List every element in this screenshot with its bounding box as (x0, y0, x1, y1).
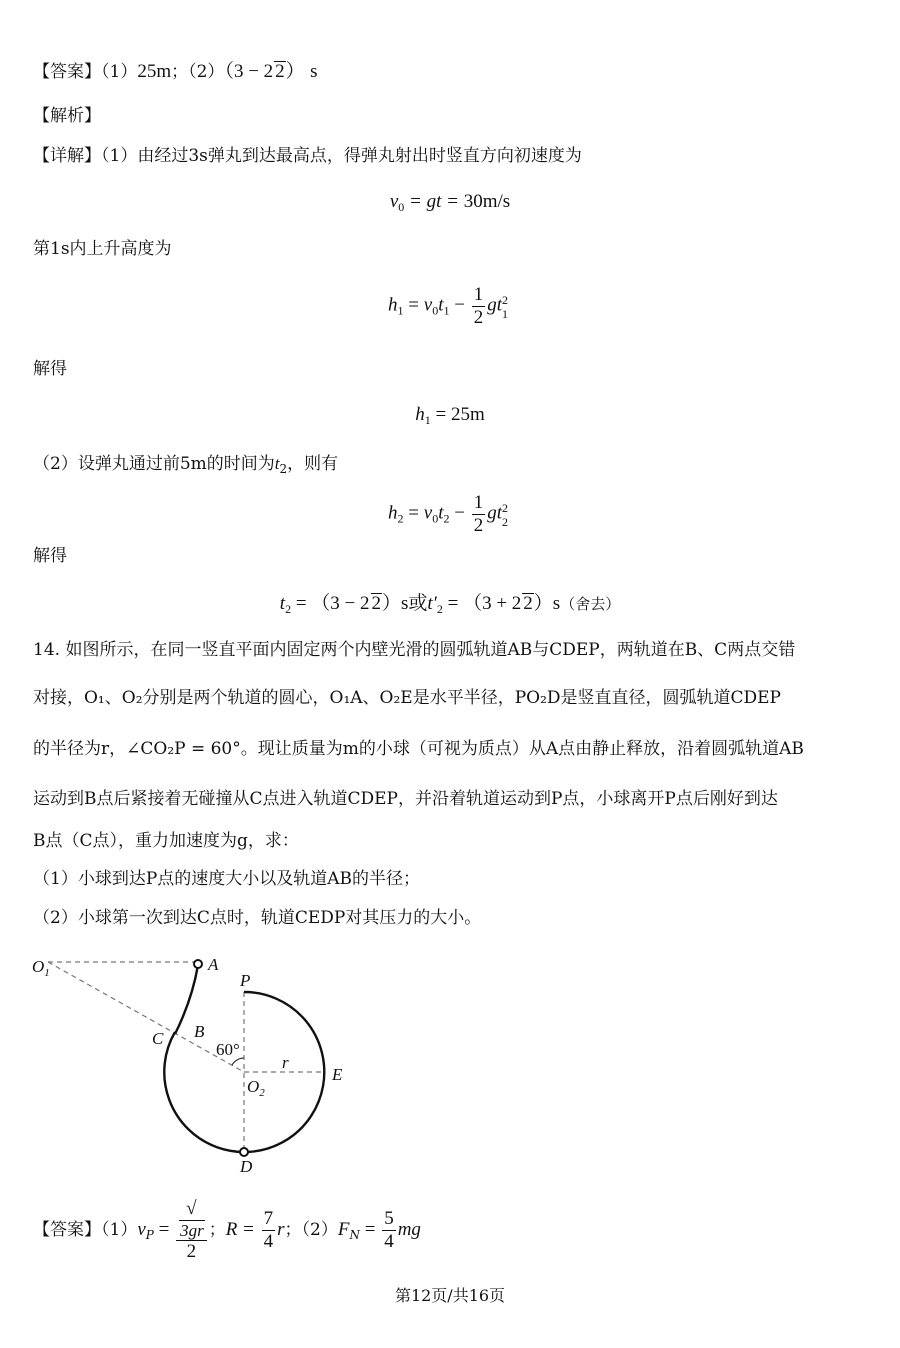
answer-tag: 【答案】 (33, 62, 101, 82)
eq-equals: = (403, 294, 424, 316)
eq-symbol: t (274, 454, 280, 473)
label-c: C (152, 1029, 164, 1048)
eq-equals: = (403, 502, 424, 524)
eq-middle: = gt = (404, 191, 464, 212)
eq-symbol: t (438, 502, 444, 524)
eq-superscript: 2 (501, 501, 508, 516)
question-14-line-6: （1）小球到达P点的速度大小以及轨道AB的半径； (33, 869, 421, 889)
ball-a (194, 960, 202, 968)
radius-o1-c-o2 (48, 962, 244, 1072)
eq-symbol: gt (487, 502, 502, 524)
eq-expr: （3 − 2 (311, 593, 370, 614)
eq-equals: = (359, 1219, 381, 1241)
eq-symbol: h (415, 404, 425, 425)
answer-line-13 (33, 61, 317, 81)
eq-equals: = (430, 404, 451, 425)
page-footer: 第12页/共16页 (394, 1286, 506, 1305)
detail-line (33, 148, 582, 165)
eq-subscript: 2 (501, 515, 508, 530)
label-d: D (240, 1157, 253, 1176)
separator: ；（2） (171, 62, 225, 82)
eq-subscript: 1 (501, 307, 508, 322)
sqrt-radicand: 2 (371, 593, 381, 614)
detail-tag: 【详解】 (33, 146, 101, 166)
label-a: A (208, 955, 219, 974)
separator: ；（2） (284, 1220, 338, 1241)
eq-equals: = (153, 1219, 175, 1241)
eq-symbol: v (389, 191, 399, 212)
detail-text: （1）由经过3s弹丸到达最高点，得弹丸射出时竖直方向初速度为 (101, 146, 582, 166)
eq-subscript: 0 (398, 200, 405, 214)
first-second-line: 第1s内上升高度为 (33, 239, 172, 259)
eq-superscript: 2 (501, 293, 508, 308)
eq-expr: ）s (533, 593, 561, 614)
sqrt-radicand: 2 (275, 61, 285, 82)
eq-symbol: gt (487, 294, 502, 316)
part-label: （1） (101, 62, 138, 82)
sqrt-radicand: 3gr (180, 1220, 204, 1240)
eq-subscript: 2 (397, 511, 404, 526)
eq-subscript: 1 (443, 303, 450, 318)
answer-unit: s (310, 61, 318, 82)
solve-label-2: 解得 (33, 546, 67, 566)
question-14-line-7: （2）小球第一次到达C点时，轨道CEDP对其压力的大小。 (33, 908, 482, 928)
equation-h2 (0, 492, 900, 537)
fraction-denominator: 2 (473, 514, 484, 536)
eq-symbol: t (279, 593, 286, 614)
fraction-denominator: 4 (263, 1231, 274, 1253)
label-o1: $O_1$ (32, 957, 50, 979)
eq-value: 30m/s (463, 191, 511, 212)
fraction-numerator: 1 (473, 492, 484, 513)
track-diagram (30, 952, 360, 1177)
eq-subscript: 2 (443, 511, 450, 526)
question-14-line-1: 14. 如图所示，在同一竖直平面内固定两个内壁光滑的圆弧轨道AB与CDEP，两轨道在B、C两点交错 (33, 640, 796, 660)
eq-symbol: t (438, 294, 444, 316)
fraction-denominator: 4 (384, 1231, 394, 1253)
part2-line (33, 455, 338, 475)
fraction-numerator: 1 (473, 284, 484, 305)
angle-arc (232, 1058, 244, 1065)
label-e: E (332, 1065, 343, 1084)
fraction-r (262, 1208, 276, 1253)
label-o2: $O_2$ (247, 1077, 265, 1099)
part2-text: （2）设弹丸通过前5m的时间为 (33, 454, 275, 474)
eq-subscript: 0 (432, 511, 439, 526)
fraction-denominator: 2 (473, 306, 484, 328)
fraction-numerator: 7 (263, 1208, 274, 1230)
fraction-half (472, 492, 486, 537)
question-14-line-5: B点（C点），重力加速度为g，求： (33, 831, 299, 851)
fraction-fn (382, 1208, 396, 1253)
label-angle: 60° (216, 1040, 240, 1059)
answer-tag: 【答案】 (33, 1220, 101, 1241)
equation-h1-result (0, 405, 900, 426)
question-14-line-4: 运动到B点后紧接着无碰撞从C点进入轨道CDEP，并沿着轨道运动到P点，小球离开P点后刚好到达 (33, 789, 778, 809)
equation-t2 (0, 593, 900, 615)
question-14-line-3: 的半径为r，∠CO₂P = 60°。现让质量为m的小球（可视为质点）从A点由静止释放，沿着圆弧轨道AB (33, 739, 804, 759)
eq-subscript: 2 (285, 602, 292, 616)
answer-expr-open: （3 − 2 (224, 61, 274, 82)
eq-equals: = (291, 593, 312, 614)
eq-symbol: F (337, 1219, 350, 1241)
answer-expr-close: ） (285, 61, 305, 82)
eq-symbol: v (137, 1219, 146, 1241)
separator: ； (208, 1220, 226, 1241)
part-label: （1） (101, 1220, 138, 1241)
eq-subscript: 1 (397, 303, 404, 318)
eq-minus: − (449, 502, 470, 524)
eq-subscript: 1 (424, 413, 431, 427)
eq-symbol: h (388, 502, 398, 524)
equation-v0 (0, 192, 900, 213)
equation-h1 (0, 284, 900, 329)
eq-subscript: P (145, 1228, 154, 1243)
eq-symbol: mg (397, 1219, 421, 1241)
sqrt-radicand: 2 (523, 593, 533, 614)
eq-subscript: 2 (279, 462, 288, 476)
eq-minus: − (449, 294, 470, 316)
eq-subscript: N (349, 1228, 360, 1243)
fraction-vp: √ 3gr 2 (176, 1198, 207, 1263)
answer-line-14 (33, 1198, 421, 1263)
eq-symbol: t′ (427, 593, 437, 614)
discard-note: （舍去） (560, 597, 621, 613)
question-14-line-2: 对接，O₁、O₂分别是两个轨道的圆心，O₁A、O₂E是水平半径，PO₂D是竖直直径，圆弧轨道CDEP (33, 688, 781, 708)
label-b: B (194, 1022, 205, 1041)
eq-symbol: v (423, 502, 433, 524)
ball-d (240, 1148, 248, 1156)
eq-symbol: h (388, 294, 398, 316)
eq-equals: = (442, 593, 464, 614)
fraction-numerator: 5 (384, 1208, 394, 1230)
fraction-denominator: 2 (186, 1241, 197, 1263)
eq-subscript: 2 (436, 602, 443, 616)
label-p: P (240, 971, 251, 990)
eq-value: 25m (450, 404, 485, 425)
eq-symbol: r (277, 1219, 285, 1241)
fraction-half (472, 284, 486, 329)
answer-value: 25m (137, 61, 172, 82)
part2-text-end: ，则有 (287, 454, 339, 474)
solve-label-1: 解得 (33, 359, 67, 379)
eq-expr: （3 + 2 (463, 593, 522, 614)
eq-symbol: v (423, 294, 433, 316)
eq-subscript: 0 (432, 303, 439, 318)
eq-symbol: R = (225, 1219, 260, 1241)
label-r: r (282, 1053, 289, 1072)
analysis-label: 【解析】 (33, 106, 101, 126)
eq-expr: ）s或 (382, 593, 428, 614)
